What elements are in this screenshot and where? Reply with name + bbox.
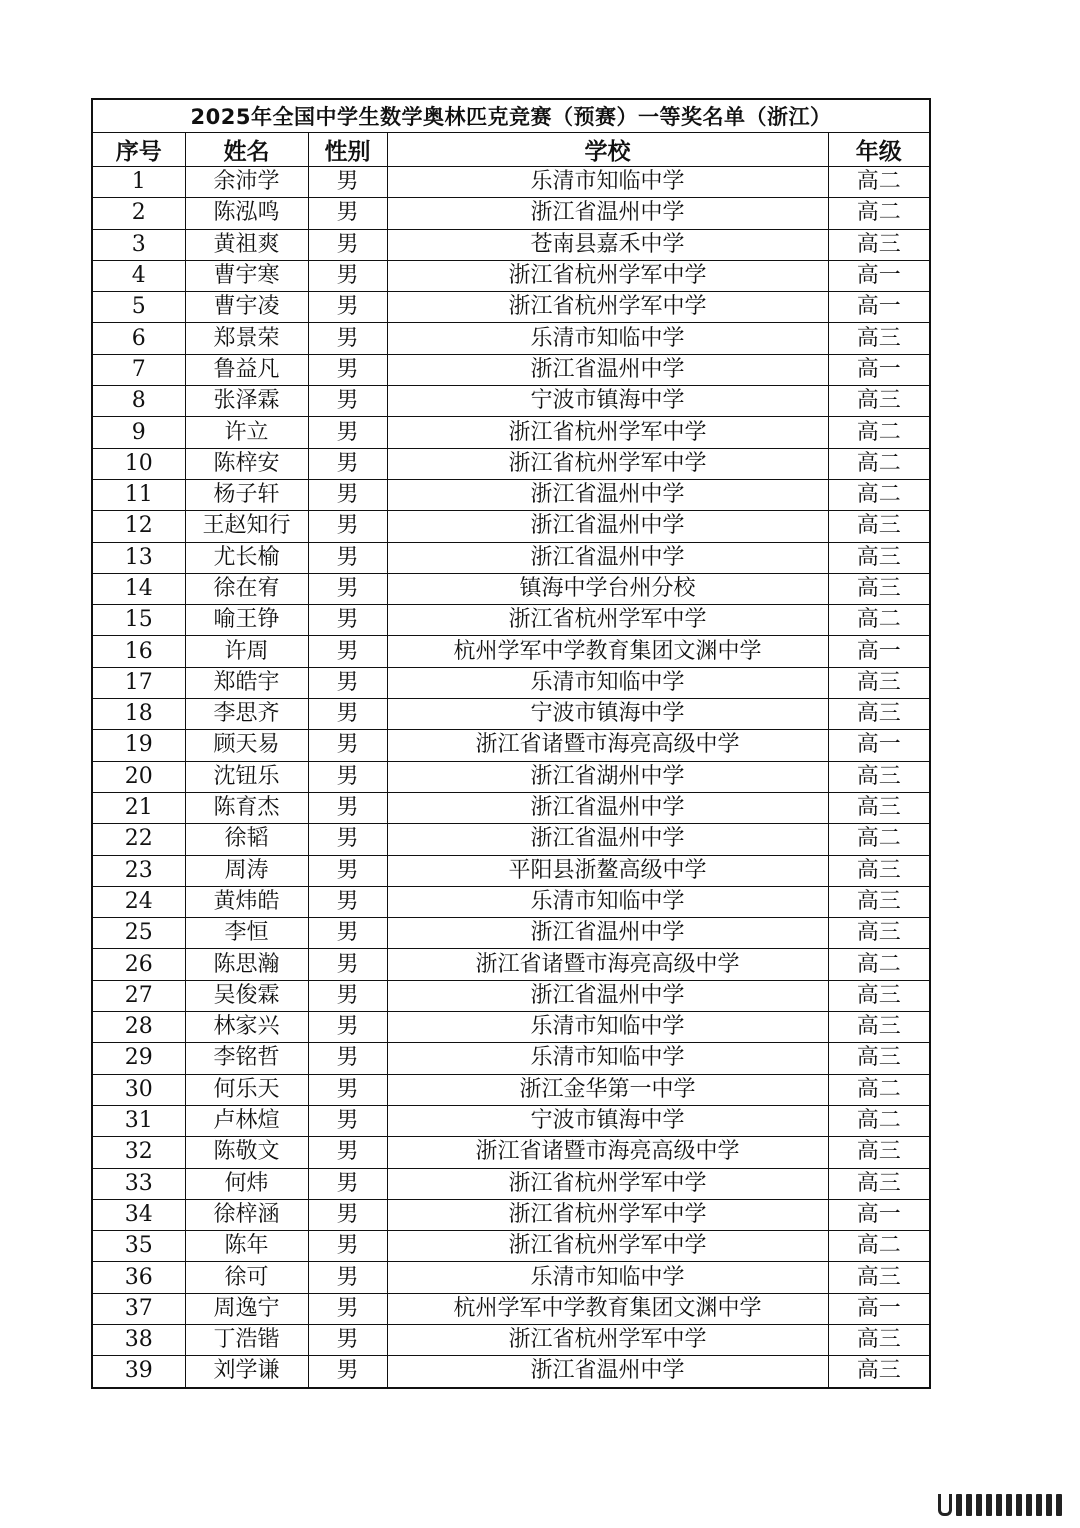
cell-gender: 男	[308, 824, 387, 855]
cell-school: 宁波市镇海中学	[387, 1105, 828, 1136]
cell-no: 34	[92, 1199, 185, 1230]
cell-grade: 高三	[828, 1324, 930, 1355]
cell-school: 浙江省湖州中学	[387, 761, 828, 792]
cell-grade: 高三	[828, 1043, 930, 1074]
cell-name: 徐可	[185, 1262, 308, 1293]
header-name: 姓名	[185, 133, 308, 167]
cell-no: 9	[92, 417, 185, 448]
cell-no: 13	[92, 542, 185, 573]
cell-grade: 高三	[828, 511, 930, 542]
table-row	[92, 323, 930, 354]
cell-no: 30	[92, 1074, 185, 1105]
cell-school: 浙江省诸暨市海亮高级中学	[387, 1137, 828, 1168]
cell-no: 26	[92, 949, 185, 980]
cell-school: 浙江省诸暨市海亮高级中学	[387, 949, 828, 980]
cell-gender: 男	[308, 573, 387, 604]
cell-name: 徐在宥	[185, 573, 308, 604]
header-school: 学校	[387, 133, 828, 167]
cell-school: 镇海中学台州分校	[387, 573, 828, 604]
cell-gender: 男	[308, 1262, 387, 1293]
cell-gender: 男	[308, 511, 387, 542]
table-row	[92, 761, 930, 792]
cell-no: 7	[92, 354, 185, 385]
cell-name: 陈思瀚	[185, 949, 308, 980]
cell-school: 宁波市镇海中学	[387, 386, 828, 417]
table-row	[92, 1043, 930, 1074]
table-row	[92, 949, 930, 980]
cell-no: 32	[92, 1137, 185, 1168]
table-row	[92, 792, 930, 823]
cell-grade: 高二	[828, 605, 930, 636]
cell-gender: 男	[308, 980, 387, 1011]
cell-school: 平阳县浙鳌高级中学	[387, 855, 828, 886]
cell-grade: 高三	[828, 1356, 930, 1388]
cell-grade: 高三	[828, 699, 930, 730]
cell-school: 浙江省杭州学军中学	[387, 448, 828, 479]
cell-gender: 男	[308, 292, 387, 323]
cell-no: 38	[92, 1324, 185, 1355]
cell-no: 23	[92, 855, 185, 886]
table-row	[92, 605, 930, 636]
cell-no: 37	[92, 1293, 185, 1324]
cell-gender: 男	[308, 1043, 387, 1074]
cell-no: 24	[92, 886, 185, 917]
cell-gender: 男	[308, 1074, 387, 1105]
cell-name: 杨子轩	[185, 479, 308, 510]
table-row	[92, 980, 930, 1011]
cell-gender: 男	[308, 605, 387, 636]
table-row	[92, 386, 930, 417]
cell-gender: 男	[308, 354, 387, 385]
cell-gender: 男	[308, 1324, 387, 1355]
header-no: 序号	[92, 133, 185, 167]
cell-name: 顾天易	[185, 730, 308, 761]
cell-gender: 男	[308, 1199, 387, 1230]
cell-name: 沈钮乐	[185, 761, 308, 792]
table-row	[92, 229, 930, 260]
table-row	[92, 1168, 930, 1199]
cell-school: 乐清市知临中学	[387, 667, 828, 698]
table-row	[92, 354, 930, 385]
cell-grade: 高二	[828, 824, 930, 855]
cell-name: 王赵知行	[185, 511, 308, 542]
cell-no: 39	[92, 1356, 185, 1388]
cell-school: 浙江省温州中学	[387, 354, 828, 385]
table-row	[92, 479, 930, 510]
title-row	[92, 99, 930, 133]
cell-name: 郑皓宇	[185, 667, 308, 698]
cell-gender: 男	[308, 1231, 387, 1262]
cell-school: 浙江省温州中学	[387, 479, 828, 510]
cell-gender: 男	[308, 1168, 387, 1199]
cell-no: 36	[92, 1262, 185, 1293]
table-row	[92, 573, 930, 604]
header-row	[92, 133, 930, 167]
cell-no: 18	[92, 699, 185, 730]
cell-name: 何乐天	[185, 1074, 308, 1105]
cell-name: 郑景荣	[185, 323, 308, 354]
table-body	[92, 167, 930, 1388]
cell-school: 浙江省杭州学军中学	[387, 1231, 828, 1262]
cell-grade: 高二	[828, 198, 930, 229]
cell-grade: 高三	[828, 1168, 930, 1199]
cell-gender: 男	[308, 918, 387, 949]
cell-gender: 男	[308, 479, 387, 510]
cell-name: 吴俊霖	[185, 980, 308, 1011]
cell-name: 许周	[185, 636, 308, 667]
table-row	[92, 699, 930, 730]
cell-gender: 男	[308, 448, 387, 479]
table-row	[92, 1324, 930, 1355]
cell-name: 余沛学	[185, 167, 308, 198]
cell-grade: 高二	[828, 448, 930, 479]
table-row	[92, 1105, 930, 1136]
cell-no: 1	[92, 167, 185, 198]
cell-school: 宁波市镇海中学	[387, 699, 828, 730]
cell-no: 8	[92, 386, 185, 417]
cell-gender: 男	[308, 855, 387, 886]
cell-gender: 男	[308, 699, 387, 730]
cell-no: 5	[92, 292, 185, 323]
cell-gender: 男	[308, 792, 387, 823]
table-row	[92, 448, 930, 479]
cell-gender: 男	[308, 260, 387, 291]
cell-no: 21	[92, 792, 185, 823]
table-row	[92, 417, 930, 448]
cell-grade: 高二	[828, 417, 930, 448]
cell-school: 浙江省温州中学	[387, 1356, 828, 1388]
cell-no: 6	[92, 323, 185, 354]
cell-gender: 男	[308, 1012, 387, 1043]
table-title: 2025年全国中学生数学奥林匹克竞赛（预赛）一等奖名单（浙江）	[92, 99, 930, 133]
cell-no: 4	[92, 260, 185, 291]
cell-grade: 高一	[828, 730, 930, 761]
cell-school: 浙江省杭州学军中学	[387, 1168, 828, 1199]
cell-gender: 男	[308, 417, 387, 448]
cell-grade: 高一	[828, 292, 930, 323]
table-row	[92, 167, 930, 198]
cell-grade: 高二	[828, 479, 930, 510]
cell-gender: 男	[308, 1105, 387, 1136]
table-row	[92, 1356, 930, 1388]
cell-school: 浙江省杭州学军中学	[387, 292, 828, 323]
cell-gender: 男	[308, 761, 387, 792]
cell-name: 曹宇凌	[185, 292, 308, 323]
cell-grade: 高三	[828, 1012, 930, 1043]
cell-grade: 高三	[828, 918, 930, 949]
table-row	[92, 292, 930, 323]
header-gender: 性别	[308, 133, 387, 167]
cell-no: 22	[92, 824, 185, 855]
cell-school: 浙江金华第一中学	[387, 1074, 828, 1105]
cell-grade: 高三	[828, 667, 930, 698]
cell-name: 陈敬文	[185, 1137, 308, 1168]
cell-school: 浙江省杭州学军中学	[387, 417, 828, 448]
cell-name: 何炜	[185, 1168, 308, 1199]
cell-name: 张泽霖	[185, 386, 308, 417]
cell-grade: 高一	[828, 1293, 930, 1324]
cell-school: 浙江省温州中学	[387, 542, 828, 573]
cell-gender: 男	[308, 198, 387, 229]
cell-school: 浙江省温州中学	[387, 980, 828, 1011]
cell-no: 17	[92, 667, 185, 698]
cell-grade: 高一	[828, 354, 930, 385]
cell-name: 黄祖爽	[185, 229, 308, 260]
table-row	[92, 824, 930, 855]
cell-gender: 男	[308, 386, 387, 417]
cell-name: 周涛	[185, 855, 308, 886]
cell-grade: 高三	[828, 542, 930, 573]
cell-school: 浙江省温州中学	[387, 511, 828, 542]
cell-name: 许立	[185, 417, 308, 448]
cell-name: 陈梓安	[185, 448, 308, 479]
cell-no: 14	[92, 573, 185, 604]
table-row	[92, 1262, 930, 1293]
cell-name: 黄炜皓	[185, 886, 308, 917]
cell-grade: 高一	[828, 636, 930, 667]
cell-name: 林家兴	[185, 1012, 308, 1043]
cell-name: 刘学谦	[185, 1356, 308, 1388]
cell-grade: 高二	[828, 167, 930, 198]
cell-no: 28	[92, 1012, 185, 1043]
cell-school: 浙江省杭州学军中学	[387, 1324, 828, 1355]
cell-grade: 高三	[828, 855, 930, 886]
table-row	[92, 1074, 930, 1105]
table-row	[92, 542, 930, 573]
cell-grade: 高一	[828, 1199, 930, 1230]
cell-name: 陈年	[185, 1231, 308, 1262]
cell-school: 乐清市知临中学	[387, 1262, 828, 1293]
cell-grade: 高三	[828, 323, 930, 354]
cell-gender: 男	[308, 1356, 387, 1388]
cell-grade: 高二	[828, 1074, 930, 1105]
cell-no: 35	[92, 1231, 185, 1262]
cell-name: 卢林煊	[185, 1105, 308, 1136]
cell-school: 浙江省杭州学军中学	[387, 260, 828, 291]
cell-name: 李恒	[185, 918, 308, 949]
cell-no: 31	[92, 1105, 185, 1136]
cell-no: 19	[92, 730, 185, 761]
cell-grade: 高三	[828, 886, 930, 917]
cell-name: 喻王铮	[185, 605, 308, 636]
cell-name: 徐梓涵	[185, 1199, 308, 1230]
cell-grade: 高三	[828, 1137, 930, 1168]
cell-school: 苍南县嘉禾中学	[387, 229, 828, 260]
header-grade: 年级	[828, 133, 930, 167]
cell-grade: 高三	[828, 386, 930, 417]
cell-name: 李铭哲	[185, 1043, 308, 1074]
cell-school: 浙江省杭州学军中学	[387, 605, 828, 636]
cell-school: 乐清市知临中学	[387, 1043, 828, 1074]
table-row	[92, 511, 930, 542]
cell-name: 曹宇寒	[185, 260, 308, 291]
cell-name: 周逸宁	[185, 1293, 308, 1324]
table-row	[92, 198, 930, 229]
cell-name: 陈泓鸣	[185, 198, 308, 229]
cell-no: 29	[92, 1043, 185, 1074]
cell-name: 徐韬	[185, 824, 308, 855]
cell-grade: 高二	[828, 1105, 930, 1136]
cell-grade: 高三	[828, 1262, 930, 1293]
cell-no: 2	[92, 198, 185, 229]
cell-no: 10	[92, 448, 185, 479]
cell-no: 27	[92, 980, 185, 1011]
cell-gender: 男	[308, 1137, 387, 1168]
cell-grade: 高三	[828, 229, 930, 260]
cell-gender: 男	[308, 229, 387, 260]
cell-gender: 男	[308, 1293, 387, 1324]
cell-grade: 高二	[828, 949, 930, 980]
cell-gender: 男	[308, 886, 387, 917]
cell-name: 丁浩锴	[185, 1324, 308, 1355]
cell-gender: 男	[308, 667, 387, 698]
cell-name: 尤长榆	[185, 542, 308, 573]
cell-school: 浙江省温州中学	[387, 824, 828, 855]
cell-name: 鲁益凡	[185, 354, 308, 385]
table-row	[92, 855, 930, 886]
cell-school: 杭州学军中学教育集团文渊中学	[387, 1293, 828, 1324]
cell-school: 乐清市知临中学	[387, 167, 828, 198]
award-list-table	[91, 98, 931, 1389]
cell-grade: 高三	[828, 980, 930, 1011]
cell-school: 杭州学军中学教育集团文渊中学	[387, 636, 828, 667]
cell-school: 浙江省杭州学军中学	[387, 1199, 828, 1230]
table-row	[92, 730, 930, 761]
cell-school: 乐清市知临中学	[387, 323, 828, 354]
cell-name: 陈育杰	[185, 792, 308, 823]
cell-school: 浙江省温州中学	[387, 918, 828, 949]
cell-name: 李思齐	[185, 699, 308, 730]
cell-no: 16	[92, 636, 185, 667]
table-row	[92, 886, 930, 917]
table-row	[92, 1199, 930, 1230]
cell-school: 浙江省温州中学	[387, 198, 828, 229]
cell-gender: 男	[308, 323, 387, 354]
cell-no: 20	[92, 761, 185, 792]
cell-no: 33	[92, 1168, 185, 1199]
cell-gender: 男	[308, 949, 387, 980]
cell-grade: 高三	[828, 761, 930, 792]
cell-grade: 高三	[828, 792, 930, 823]
cell-school: 浙江省温州中学	[387, 792, 828, 823]
cell-no: 3	[92, 229, 185, 260]
cell-grade: 高三	[828, 573, 930, 604]
table-row	[92, 1137, 930, 1168]
cell-no: 15	[92, 605, 185, 636]
table-row	[92, 1293, 930, 1324]
cell-school: 浙江省诸暨市海亮高级中学	[387, 730, 828, 761]
cell-gender: 男	[308, 167, 387, 198]
table-row	[92, 918, 930, 949]
cell-school: 乐清市知临中学	[387, 886, 828, 917]
cell-no: 11	[92, 479, 185, 510]
cell-grade: 高一	[828, 260, 930, 291]
table-row	[92, 260, 930, 291]
cell-gender: 男	[308, 730, 387, 761]
cell-gender: 男	[308, 636, 387, 667]
watermark-icon	[938, 1486, 1062, 1516]
cell-no: 12	[92, 511, 185, 542]
table-row	[92, 1231, 930, 1262]
table-row	[92, 667, 930, 698]
cell-school: 乐清市知临中学	[387, 1012, 828, 1043]
cell-grade: 高二	[828, 1231, 930, 1262]
table-row	[92, 636, 930, 667]
cell-no: 25	[92, 918, 185, 949]
cell-gender: 男	[308, 542, 387, 573]
table-row	[92, 1012, 930, 1043]
